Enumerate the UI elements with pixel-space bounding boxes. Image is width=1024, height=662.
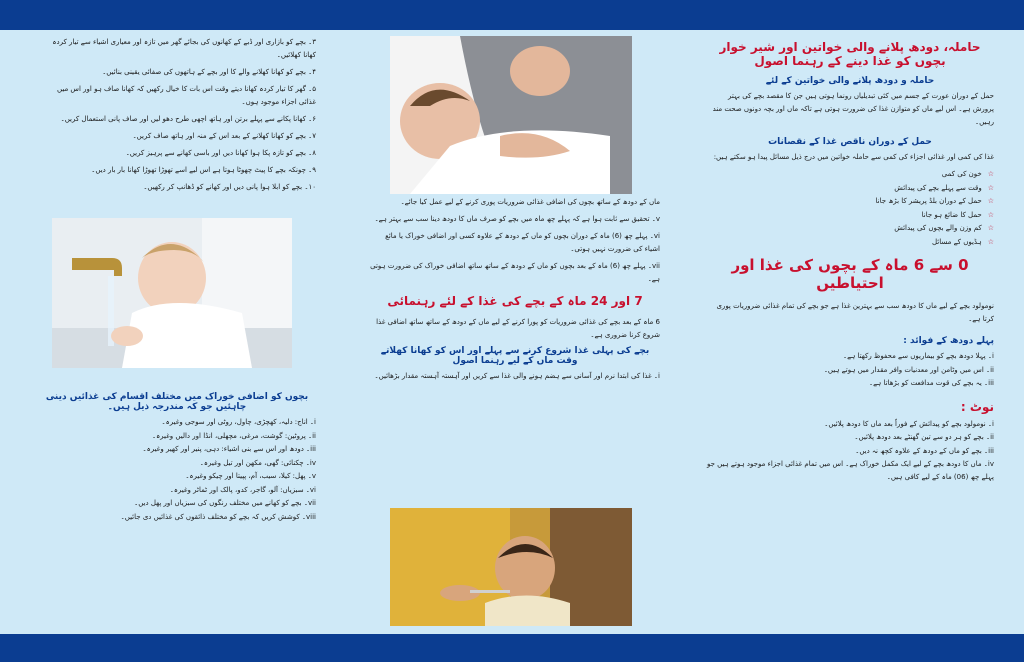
photo-baby-eating — [390, 508, 632, 626]
deficiency-list — [706, 168, 994, 248]
main-title: حاملہ، دودھ پلانے والی خواتین اور شیر خوار بچوں کو غذا دینے کے رہنما اصول — [719, 40, 981, 68]
foods-heading: بچوں کو اضافی خوراک میں مختلف اقسام کی غذائیں دینی چاہئیں جو کہ مندرجہ ذیل ہیں۔ — [45, 392, 309, 412]
baby-washing-illustration — [52, 218, 292, 368]
star-icon: ☆ — [987, 224, 994, 232]
top-band — [0, 0, 1024, 30]
right-column — [680, 30, 1024, 634]
note-item: ii۔ بچے کو ہر دو سے تین گھنٹے بعد دودھ پلائیں۔ — [854, 433, 994, 441]
mid-paragraph-4: vii۔ پہلے چھ (6) ماہ کے بعد بچوں کو ماں کے دودھ کے ساتھ ساتھ اضافی خوراک کی ضرورت ہوتی ہے۔ — [370, 262, 660, 283]
note-heading: نوٹ : — [960, 399, 994, 414]
mid-paragraph-3: vi۔ پہلے چھ (6) ماہ کے دوران بچوں کو ماں کے دودھ کے علاوہ کسی اور اضافی خوراک یا مائع اشیاء کی ضرورت نہیں ہوتی۔ — [385, 232, 660, 253]
infant-heading: 0 سے 6 ماہ کے بچوں کی غذا اور احتیاطیں — [731, 256, 969, 292]
foods-item: vi۔ سبزیاں: آلو، گاجر، کدو، پالک اور ٹماٹر وغیرہ۔ — [169, 485, 316, 494]
left-item-3: ٣۔ بچے کو بازاری اور ڈبے کے کھانوں کی بجائے گھر میں تازہ اور معیاری اشیاء سے تیار کردہ کھانا کھلائیں۔ — [52, 38, 316, 59]
foods-item: ii۔ پروٹین: گوشت، مرغی، مچھلی، انڈا اور دالیں وغیرہ۔ — [151, 431, 316, 440]
intro-7-24-months: 6 ماہ کے بعد بچے کی غذائی ضروریات کو پورا کرنے کے لیے ماں کے دودھ کے ساتھ ساتھ اضافی غذا شروع کرنا ضروری ہے۔ — [376, 318, 660, 339]
left-item-10: ۱۰۔ بچے کو ابلا ہوا پانی دیں اور کھانے کو ڈھانپ کر رکھیں۔ — [143, 183, 316, 191]
first-milk-list — [706, 350, 994, 390]
left-item-8: ۸۔ بچے کو تازہ پکا ہوا کھانا دیں اور باسی کھانے سے پرہیز کریں۔ — [125, 149, 316, 157]
first-food-item: i۔ غذا کی ابتدا نرم اور آسانی سے ہضم ہونے والی غذا سے کریں اور آہستہ آہستہ مقدار بڑھائیں۔ — [374, 372, 660, 380]
left-item-6: ۶۔ کھانا پکانے سے پہلے برتن اور ہاتھ اچھی طرح دھو لیں اور صاف پانی استعمال کریں۔ — [60, 115, 316, 123]
left-item-7: ۷۔ بچے کو کھانا کھلانے کے بعد اس کے منہ اور ہاتھ صاف کریں۔ — [132, 132, 316, 140]
first-milk-item: ii۔ اس میں وٹامن اور معدنیات وافر مقدار میں ہوتے ہیں۔ — [823, 365, 994, 374]
bottom-band — [0, 634, 1024, 662]
brochure-page — [0, 30, 1024, 634]
note-item: iii۔ بچے کو ماں کے دودھ کے علاوہ کچھ نہ دیں۔ — [855, 446, 994, 455]
infant-intro: نومولود بچے کے لیے ماں کا دودھ سب سے بہترین غذا ہے جو بچے کی تمام غذائی ضروریات پوری کرتا ہے۔ — [716, 302, 994, 323]
foods-item: iii۔ دودھ اور اس سے بنی اشیاء: دہی، پنیر اور کھیر وغیرہ۔ — [142, 445, 316, 453]
foods-item: viii۔ کوشش کریں کہ بچے کو مختلف ذائقوں کی غذائیں دی جائیں۔ — [120, 512, 316, 521]
left-item-9: ۹۔ چونکہ بچے کا پیٹ چھوٹا ہوتا ہے اس لیے اسے تھوڑا تھوڑا کھانا بار بار دیں۔ — [91, 166, 316, 174]
left-foods-section — [0, 388, 340, 634]
photo-baby-washing-hands — [52, 218, 292, 368]
first-food-heading: بچے کی پہلی غذا شروع کرنے سے پہلے اور اس کو کھانا کھلاتے وقت ماں کے لیے رہنما اصول — [380, 346, 650, 366]
foods-item: i۔ اناج: دلیہ، کھچڑی، چاول، روٹی اور سوجی وغیرہ۔ — [161, 418, 316, 426]
deficiency-item: ☆کم وزن والے بچوں کی پیدائش — [894, 224, 994, 232]
note-item: i۔ نومولود بچے کو پیدائش کے فوراً بعد ماں کا دودھ پلائیں۔ — [824, 419, 994, 428]
note-list — [706, 418, 994, 484]
first-milk-item: i۔ پہلا دودھ بچے کو بیماریوں سے محفوظ رکھتا ہے۔ — [842, 352, 994, 360]
deficiency-item: ☆خون کی کمی — [941, 170, 994, 178]
deficiency-heading: حمل کے دوران ناقص غذا کے نقصانات — [768, 137, 932, 147]
foods-item: vii۔ بچے کو کھانے میں مختلف رنگوں کی سبزیاں اور پھل دیں۔ — [134, 499, 316, 507]
deficiency-item: ☆وقت سے پہلے بچے کی پیدائش — [894, 183, 994, 192]
photo-breastfeeding — [390, 36, 632, 194]
deficiency-item: ☆ہڈیوں کے مسائل — [931, 237, 994, 246]
breastfeeding-illustration — [390, 36, 632, 194]
heading-7-24-months: 7 اور 24 ماہ کے بچے کی غذا کے لئے رہنمائی — [387, 294, 643, 308]
deficiency-intro: غذا کی کمی اور غذائی اجزاء کی کمی سے حاملہ خواتین میں درج ذیل مسائل پیدا ہو سکتے ہیں: — [713, 153, 994, 161]
first-milk-heading: پہلے دودھ کے فوائد : — [903, 336, 994, 346]
foods-item: iv۔ چکنائی: گھی، مکھن اور تیل وغیرہ۔ — [199, 458, 316, 467]
first-milk-item: iii۔ یہ بچے کی قوت مدافعت کو بڑھاتا ہے۔ — [868, 379, 994, 387]
deficiency-item: ☆حمل کا ضائع ہو جانا — [921, 210, 994, 219]
star-icon: ☆ — [987, 237, 994, 246]
right-intro: حمل کے دوران عورت کے جسم میں کئی تبدیلیاں رونما ہوتی ہیں جن کا مقصد بچے کی بہتر پرورش ہے۔ اس لیے ماں کو متوازن غذا کی ضرورت ہوتی ہے تاکہ ماں اور بچہ دونوں صحت مند رہیں۔ — [712, 92, 994, 126]
star-icon: ☆ — [987, 183, 994, 192]
baby-eating-illustration — [390, 508, 632, 626]
subtitle-pregnant-women: حاملہ و دودھ پلانے والی خواتین کے لئے — [765, 76, 935, 86]
deficiency-item: ☆حمل کے دوران بلڈ پریشر کا بڑھ جانا — [875, 197, 994, 205]
mid-paragraph-1: ماں کے دودھ کے ساتھ بچوں کی اضافی غذائی ضروریات پوری کرنے کے لیے عمل کیا جائے۔ — [400, 198, 660, 206]
left-item-4: ۴۔ بچے کو کھانا کھلانے والے کا اور بچے کے ہاتھوں کی صفائی یقینی بنائیں۔ — [102, 68, 316, 76]
note-item: iv۔ ماں کا دودھ بچے کے لیے ایک مکمل خوراک ہے۔ اس میں تمام غذائی اجزاء موجود ہوتے ہیں جو پہلے چھ (06) ماہ کے لیے کافی ہیں۔ — [706, 460, 994, 481]
star-icon: ☆ — [987, 210, 994, 219]
foods-item: v۔ پھل: کیلا، سیب، آم، پپیتا اور چیکو وغیرہ۔ — [185, 472, 316, 480]
foods-list — [38, 416, 316, 523]
mid-paragraph-2: v۔ تحقیق سے ثابت ہوا ہے کہ پہلے چھ ماہ میں بچے کو صرف ماں کا دودھ دینا سب سے بہتر ہے۔ — [374, 215, 660, 223]
middle-upper-text — [340, 196, 680, 380]
star-icon: ☆ — [987, 197, 994, 205]
star-icon: ☆ — [987, 170, 994, 178]
left-item-5: ۵۔ گھر کا تیار کردہ کھانا دیتے وقت اس بات کا خیال رکھیں کہ کھانا صاف ہو اور اس میں غذائی اجزاء موجود ہوں۔ — [57, 85, 316, 106]
